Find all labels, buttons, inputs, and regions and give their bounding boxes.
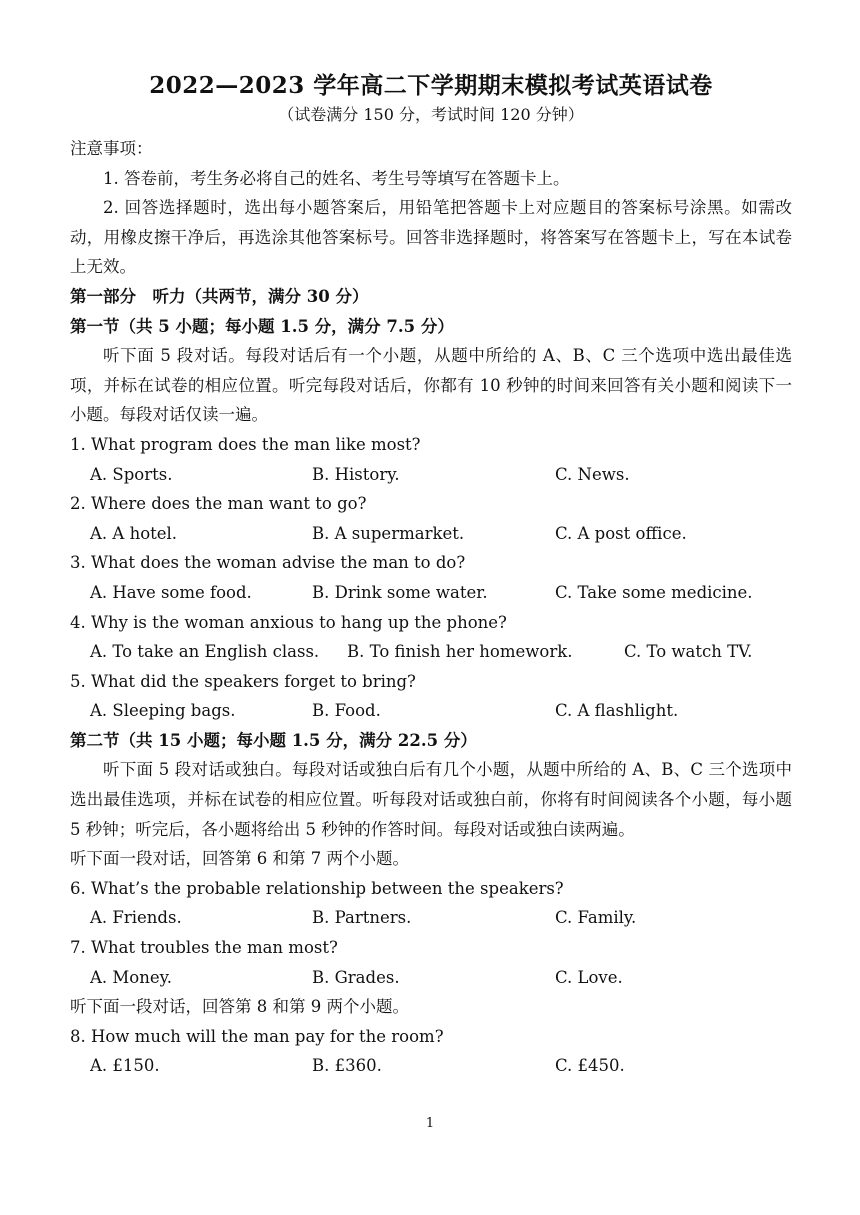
- section1-instructions: 听下面 5 段对话。每段对话后有一个小题，从题中所给的 A、B、C 三个选项中选出最佳选项，并标在试卷的相应位置。听完每段对话后，你都有 10 秒钟的时间来回答有关小题和阅读下一小题。每段对话仅读一遍。: [70, 346, 792, 425]
- question-stem: 5. What did the speakers forget to bring?: [70, 671, 416, 691]
- question-options: [70, 460, 792, 490]
- question-stem: 3. What does the woman advise the man to do?: [70, 553, 466, 573]
- option-a: A. Sleeping bags.: [90, 701, 236, 721]
- notice-item-1: 1. 答卷前，考生务必将自己的姓名、考生号等填写在答题卡上。: [103, 168, 570, 188]
- option-c: C. £450.: [555, 1056, 625, 1076]
- option-c: C. News.: [555, 464, 630, 484]
- option-b: B. Partners.: [312, 908, 412, 928]
- question-options: [70, 903, 792, 933]
- exam-subtitle: （试卷满分 150 分，考试时间 120 分钟）: [278, 105, 584, 124]
- option-c: C. Take some medicine.: [555, 582, 753, 602]
- question-options: [70, 519, 792, 549]
- section1-heading: 第一节（共 5 小题；每小题 1.5 分，满分 7.5 分）: [70, 316, 454, 336]
- question-options: [70, 578, 792, 608]
- option-a: A. Sports.: [90, 464, 173, 484]
- page-number: 1: [425, 1116, 435, 1131]
- option-b: B. A supermarket.: [312, 523, 465, 543]
- question-stem: 1. What program does the man like most?: [70, 434, 421, 454]
- question-stem: 8. How much will the man pay for the room?: [70, 1026, 444, 1046]
- question-options: [70, 1051, 792, 1081]
- option-a: A. £150.: [90, 1056, 160, 1076]
- option-b: B. £360.: [312, 1056, 382, 1076]
- option-b: B. Drink some water.: [312, 582, 488, 602]
- option-c: C. A post office.: [555, 523, 687, 543]
- notice-item-2: 2. 回答选择题时，选出每小题答案后，用铅笔把答题卡上对应题目的答案标号涂黑。如需改动，用橡皮擦干净后，再选涂其他答案标号。回答非选择题时，将答案写在答题卡上，写在本试卷上无效。: [70, 198, 792, 277]
- option-c: C. Family.: [555, 908, 637, 928]
- exam-page: [70, 70, 792, 1081]
- option-b: B. Grades.: [312, 967, 400, 987]
- group-instruction: 听下面一段对话，回答第 6 和第 7 两个小题。: [70, 849, 409, 869]
- option-a: A. A hotel.: [90, 523, 178, 543]
- question-stem: 4. Why is the woman anxious to hang up the phone?: [70, 612, 507, 632]
- option-b: B. Food.: [312, 701, 381, 721]
- question-options: [70, 963, 792, 993]
- exam-title: 2022—2023 学年高二下学期期末模拟考试英语试卷: [149, 72, 713, 99]
- question-stem: 6. What’s the probable relationship between the speakers?: [70, 878, 564, 898]
- option-c: C. Love.: [555, 967, 623, 987]
- question-stem: 7. What troubles the man most?: [70, 938, 338, 958]
- part1-heading: 第一部分 听力（共两节，满分 30 分）: [70, 286, 369, 306]
- option-a: A. Friends.: [90, 908, 182, 928]
- question-options: [70, 637, 792, 667]
- question-stem: 2. Where does the man want to go?: [70, 494, 367, 514]
- option-a: A. To take an English class.: [90, 642, 320, 662]
- option-c: C. To watch TV.: [624, 642, 753, 662]
- option-a: A. Have some food.: [90, 582, 252, 602]
- option-a: A. Money.: [90, 967, 173, 987]
- group-instruction: 听下面一段对话，回答第 8 和第 9 两个小题。: [70, 997, 409, 1017]
- section2-instructions: 听下面 5 段对话或独白。每段对话或独白后有几个小题，从题中所给的 A、B、C 三个选项中选出最佳选项，并标在试卷的相应位置。听每段对话或独白前，你将有时间阅读各个小题，每小题 5 秒钟；听完后，各小题将给出 5 秒钟的作答时间。每段对话或独白读两遍。: [70, 760, 792, 839]
- section2-heading: 第二节（共 15 小题；每小题 1.5 分，满分 22.5 分）: [70, 730, 477, 750]
- question-options: [70, 696, 792, 726]
- option-b: B. History.: [312, 464, 400, 484]
- option-c: C. A flashlight.: [555, 701, 679, 721]
- option-b: B. To finish her homework.: [347, 642, 573, 662]
- notice-heading: 注意事项：: [70, 139, 153, 158]
